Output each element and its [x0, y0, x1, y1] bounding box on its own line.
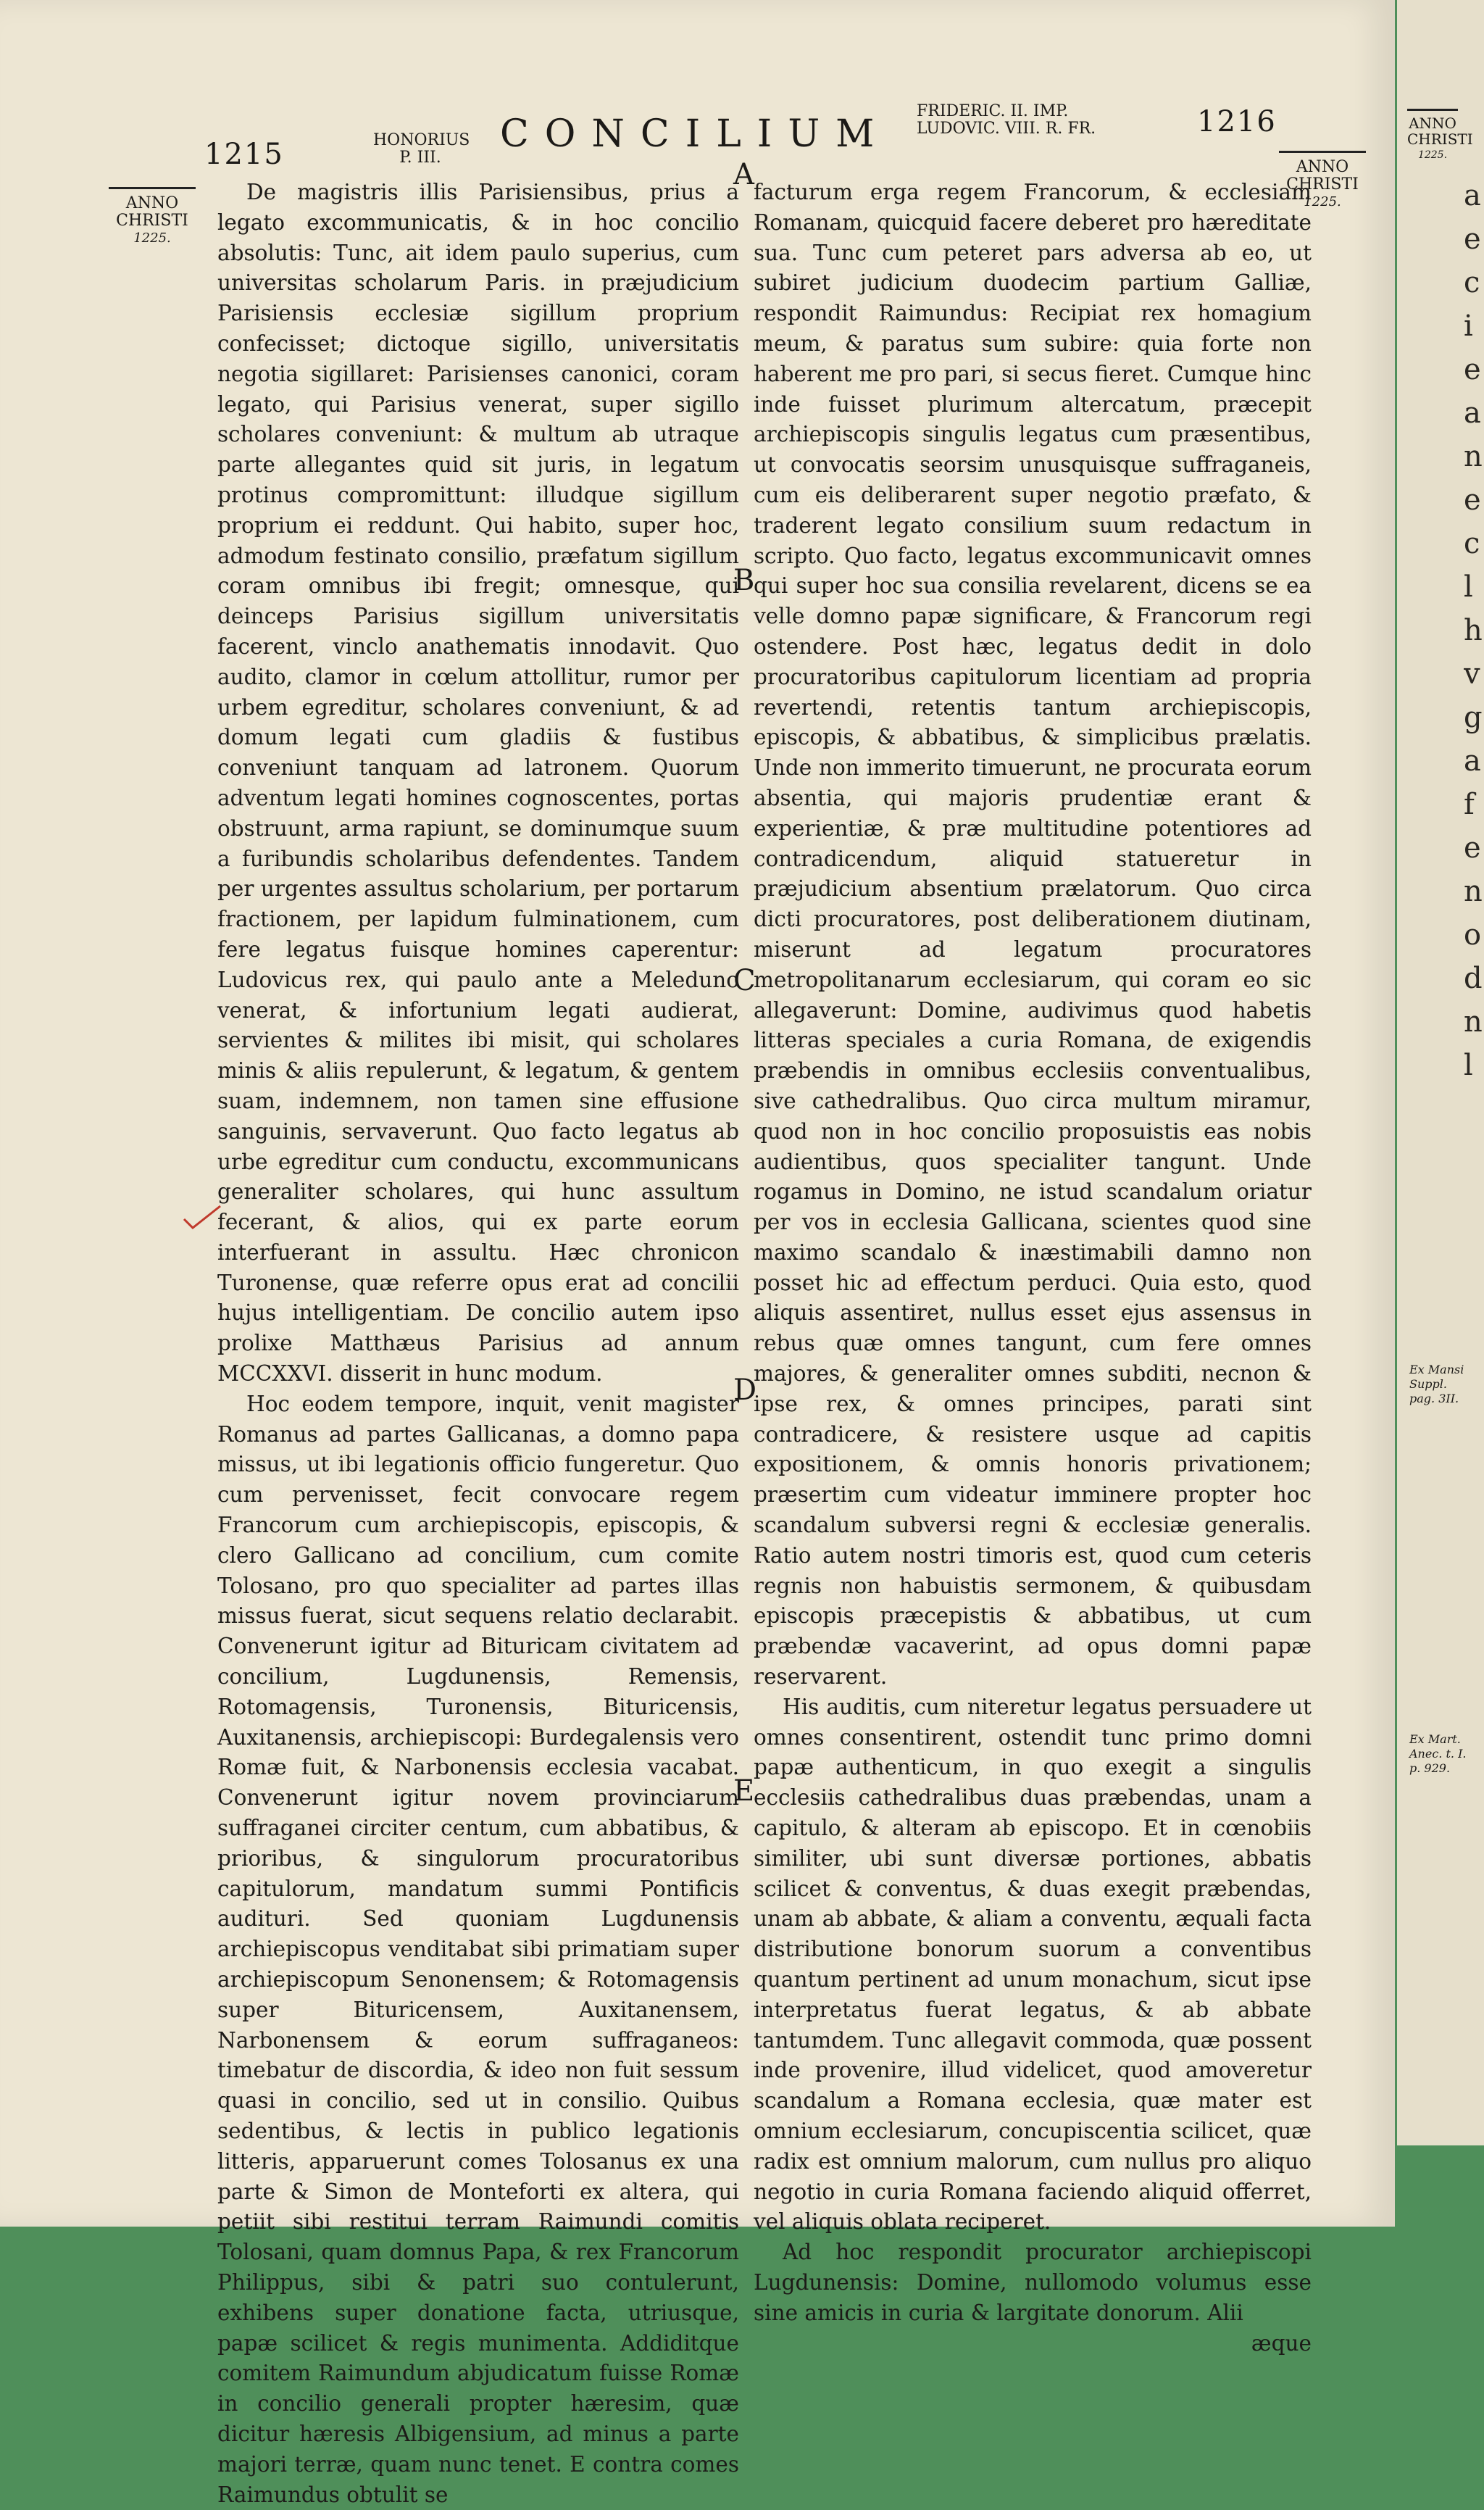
year-label: 1225. — [1417, 149, 1448, 161]
paragraph: Hoc eodem tempore, inquit, venit magister Romanus ad partes Gallicanas, a domno papa missus, ut ibi legationis officio fungeretur. Quo cum pervenisset, fecit convocare regem Francorum cum archiepiscopis, episcopis, & clero Gallicano ad concilium, cum comite Tolosano, pro quo specialiter ad partes illas missus fuerat, sicut sequens relatio declarabit. Convenerunt igitur ad Bituricam civitatem ad concilium, Lugdunensis, Remensis, Rotomagensis, Turonensis, Bituricensis, Auxitanensis, archiepiscopi: Burdegalensis vero Romæ fuit, & Narbonensis ecclesia vacabat. Convenerunt igitur novem provinciarum suffraganei circiter centum, cum abbatibus, & prioribus, & singulorum procuratoribus capitulorum, mandatum summi Pontificis audituri. Sed quoniam Lugdunensis archiepiscopus venditabat sibi primatiam super archiepiscopum Senonensem; & Rotomagensis super Bituricensem, Auxitanensem, Narbonensem & eorum suffraganeos: timebatur de discordia, & ideo non fuit sessum quasi in concilio, sed ut in consilio. Quibus sedentibus, & lectis in publico legationis litteris, apparuerunt comes Tolosanus ex una parte & Simon de Monteforti ex altera, qui petiit sibi restitui terram Raimundi comitis Tolosani, quam domnus Papa, & rex Francorum Philippus, sibi & patri suo contulerunt, exhibens super donatione facta, utriusque, papæ scilicet & regis munimenta. Addiditque comitem Raimundum abjudicatum fuisse Romæ in concilio generali propter hæresim, quæ dicitur hæresis Albigensium, ad minus a parte majori terræ, quam nunc tenet. E contra comes Raimundus obtulit se — [217, 1391, 739, 2507]
paragraph: facturum erga regem Francorum, & ecclesiam Romanam, quicquid facere deberet pro hæreditate sua. Tunc cum peteret pars adversa ab eo, ut subiret judicium duodecim partium Galliæ, respondit Raimundus: Recipiat rex homagium meum, & paratus sum subire: quia forte non haberent me pro pari, si secus fieret. Cumque hinc inde fuisset plurimum altercatum, præcepit archiepiscopis singulis legatus cum præsentibus, ut convocatis seorsim unusquisque suffraganeis, cum eis deliberarent super negotio præfato, & traderent legato consilium suum redactum in scripto. Quo facto, legatus excommunicavit omnes qui super hoc sua consilia revelarent, dicens se ea velle domno papæ significare, & Francorum regi ostendere. Post hæc, legatus dedit in dolo procuratoribus capitulorum licentiam ad propria revertendi, retentis tantum archiepiscopis, episcopis, & abbatibus, & simplicibus prælatis. Unde non immerito timuerunt, ne procurata eorum absentia, qui majoris prudentiæ erant & experientiæ, & præ multitudine potentiores ad contradicendum, aliquid statueretur in præjudicium absentium prælatorum. Quo circa dicti procuratores, post deliberationem diutinam, miserunt ad legatum procuratores metropolitanarum ecclesiarum, qui coram eo sic allegaverunt: Domine, audivimus quod habetis litteras speciales a curia Romana, de exigendis præbendis in omnibus ecclesiis conventualibus, sive cathedralibus. Quo circa multum miramur, quod non in hoc concilio proposuistis eas nobis audientibus, quos specialiter tangunt. Unde rogamus in Domino, ne istud scandalum oriatur per vos in ecclesia Gallicana, scientes quod sine maximo scandalo & inæstimabili damno non posset hic ad effectum perduci. Quia esto, quod aliquis assentiret, nullus esset ejus assensus in rebus quæ omnes tangunt, cum fere omnes majores, & generaliter omnes subditi, necnon & ipse rex, & omnes principes, parati sint contradicere, & resistere usque ad capitis expositionem, & omnis honoris privationem; præsertim cum videatur imminere propter hoc scandalum subversi regni & ecclesiæ generalis. Ratio autem nostri timoris est, quod cum ceteris regnis non habuistis sermonem, & quibusdam episcopis præcepistis & abbatibus, ut cum præbendæ vacaverint, ad opus domni papæ reservarent. — [754, 180, 1312, 1690]
section-marker-a: A — [733, 158, 754, 191]
adjacent-page-text: a e c i e a n e c l h v g a f e n o d n l — [1464, 179, 1483, 1082]
text-column-right — [754, 178, 1312, 2359]
divider — [1407, 109, 1458, 111]
page-number-right: 1216 — [1197, 105, 1277, 138]
pope-name: HONORIUS — [373, 131, 470, 149]
pope-number: P. III. — [399, 149, 441, 167]
christi-label: CHRISTI — [1286, 175, 1359, 194]
christi-label: CHRISTI — [1407, 130, 1473, 148]
anno-label: ANNO — [125, 194, 179, 212]
paragraph: His auditis, cum niteretur legatus persuadere ut omnes consentirent, ostendit tunc primo domni papæ authenticum, in quo exegit a singulis ecclesiis cathedralibus duas præbendas, unam a capitulo, & alteram ab episcopo. Et in cœnobiis similiter, ubi sunt diversæ portiones, abbatis scilicet & conventus, & duas exegit præbendas, unam ab abbate, & aliam a conventu, æquali facta distributione bonorum suorum a conventibus quantum pertinent ad unum monachum, sicut ipse interpretatus fuerat legatus, & ab abbate tantumdem. Tunc allegavit commoda, quæ possent inde provenire, illud videlicet, quod amoveretur scandalum a Romana ecclesia, quæ mater est omnium ecclesiarum, concupiscentia scilicet, quæ radix est omnium malorum, cum nullus pro aliquo negotio in curia Romana faciendo aliquid offerret, vel aliquis oblata reciperet. — [754, 1694, 1312, 2235]
christi-label: CHRISTI — [116, 212, 188, 230]
section-marker-c: C — [733, 964, 756, 997]
paragraph: Ad hoc respondit procurator archiepiscopi Lugdunensis: Domine, nullomodo volumus esse sine amicis in curia & largitate donorum. Alii — [754, 2240, 1312, 2325]
text-column-left — [217, 178, 739, 2510]
source-note-mansi: Ex Mansi Suppl. pag. 3II. — [1409, 1363, 1464, 1405]
adjacent-page — [1397, 0, 1484, 2145]
divider — [1279, 151, 1366, 153]
divider — [109, 187, 196, 189]
section-marker-e: E — [733, 1774, 755, 1808]
running-head-rulers — [917, 103, 1134, 138]
running-head-pope — [373, 131, 470, 167]
king-name: LUDOVIC. VIII. R. FR. — [917, 120, 1096, 138]
year-label: 1225. — [133, 230, 171, 246]
page-title: CONCILIUM — [500, 112, 891, 156]
section-marker-b: B — [733, 564, 755, 597]
year-marker-next-page — [1407, 109, 1473, 163]
source-note-mart: Ex Mart. Anec. t. I. p. 929. — [1409, 1732, 1467, 1775]
year-label: 1225. — [1304, 194, 1341, 209]
anno-label: ANNO — [1409, 115, 1456, 132]
year-marker-left — [105, 187, 199, 247]
catchword: æque — [1251, 2330, 1312, 2356]
anno-label: ANNO — [1296, 158, 1349, 176]
page-number-left: 1215 — [204, 138, 284, 171]
paragraph: De magistris illis Parisiensibus, prius a legato excommunicatis, & in hoc concilio absolutis: Tunc, ait idem paulo superius, cum universitas scholarum Paris. in præjudicium Parisiensis ecclesiæ sigillum proprium confecisset; dictoque sigillo, universitatis negotia sigillaret: Parisienses canonici, coram legato, qui Parisius venerat, super sigillo scholares conveniunt: & multum ab utraque parte allegantes quid sit juris, in legatum protinus compromittunt: illudque sigillum proprium ei reddunt. Qui habito, super hoc, admodum festinato consilio, præfatum sigillum coram omnibus ibi fregit; omnesque, qui deinceps Parisius sigillum universitatis facerent, vinclo anathematis innodavit. Quo audito, clamor in cœlum attollitur, rumor per urbem egreditur, scholares conveniunt, & ad domum legati cum gladiis & fustibus conveniunt tanquam ad latronem. Quorum adventum legati homines cognoscentes, portas obstruunt, arma rapiunt, se dominumque suum a furibundis scholaribus defendentes. Tandem per urgentes assultus scholarium, per portarum fractionem, per lapidum fulminationem, cum fere legatus fuisque homines caperentur: Ludovicus rex, qui paulo ante a Meleduno venerat, & infortunium legati audierat, servientes & milites ibi misit, qui scholares minis & aliis repulerunt, & legatum, & gentem suam, indemnem, non tamen sine effusione sanguinis, servaverunt. Quo facto legatus ab urbe egreditur cum conductu, excommunicans generaliter scholares, qui hunc assultum fecerant, & alios, qui ex parte eorum interfuerant in assultu. Hæc chronicon Turonense, quæ referre opus erat ad concilii hujus intelligentiam. De concilio autem ipso prolixe Matthæus Parisius ad annum MCCXXVI. disserit in hunc modum. — [217, 180, 739, 1387]
emperor-name: FRIDERIC. II. IMP. — [917, 102, 1069, 120]
section-marker-d: D — [733, 1374, 757, 1407]
